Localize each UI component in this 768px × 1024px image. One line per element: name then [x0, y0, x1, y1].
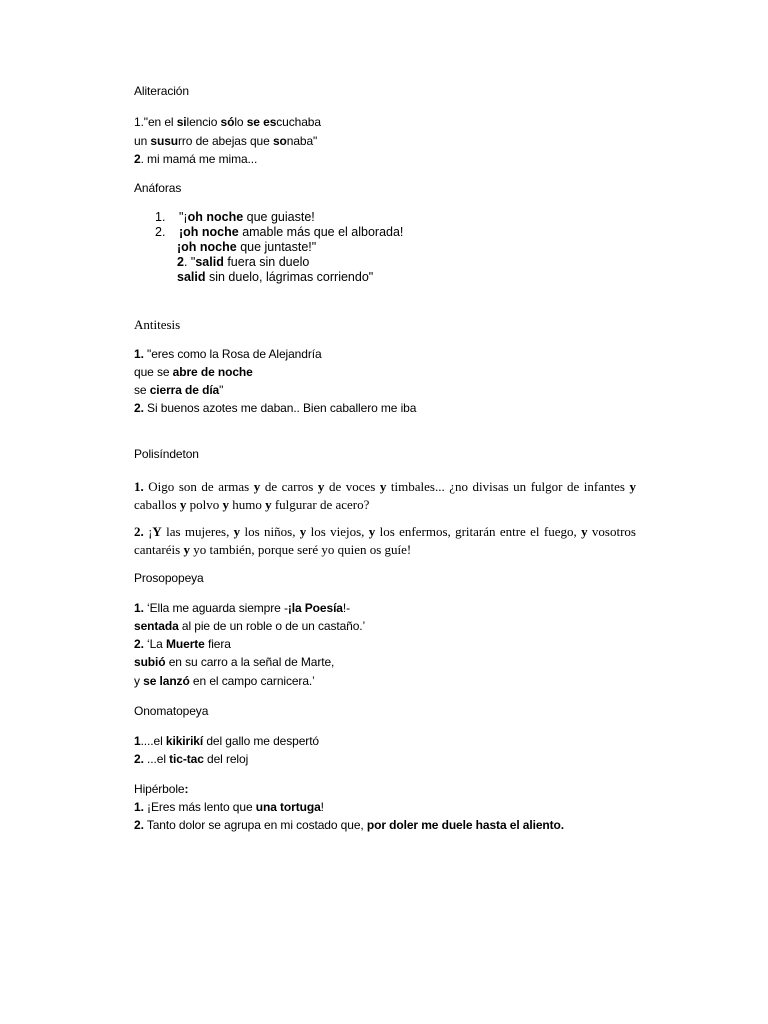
aliteracion-line-1: 1."en el silencio sólo se escuchaba [134, 115, 321, 129]
prosopopeya-line-3: 2. ‘La Muerte fiera [134, 637, 231, 651]
antitesis-line-4: 2. Si buenos azotes me daban.. Bien caballero me iba [134, 401, 417, 415]
heading-onomatopeya: Onomatopeya [134, 704, 209, 718]
antitesis-line-3: se cierra de día" [134, 383, 224, 397]
heading-antitesis: Antitesis [134, 317, 181, 332]
anaforas-line-3: ¡oh noche que juntaste!" [177, 240, 317, 254]
onomatopeya-line-2: 2. ...el tic-tac del reloj [134, 752, 249, 766]
antitesis-line-1: 1. "eres como la Rosa de Alejandría [134, 347, 322, 361]
aliteracion-line-2: un susurro de abejas que sonaba" [134, 134, 318, 148]
prosopopeya-line-4: subió en su carro a la señal de Marte, [134, 655, 335, 669]
heading-hiperbole: Hipérbole: [134, 782, 189, 796]
anaforas-item-2: 2. ¡oh noche amable más que el alborada! [155, 225, 404, 239]
heading-polisindeton: Polisíndeton [134, 447, 199, 461]
hiperbole-line-2: 2. Tanto dolor se agrupa en mi costado que, por doler me duele hasta el aliento. [134, 818, 564, 832]
prosopopeya-line-5: y se lanzó en el campo carnicera.’ [134, 674, 315, 688]
aliteracion-line-3: 2. mi mamá me mima... [134, 152, 258, 166]
onomatopeya-line-1: 1....el kikirikí del gallo me despertó [134, 734, 319, 748]
heading-prosopopeya: Prosopopeya [134, 571, 204, 585]
antitesis-line-2: que se abre de noche [134, 365, 253, 379]
polisindeton-paragraph-2: 2. ¡Y las mujeres, y los niños, y los viejos, y los enfermos, gritarán entre el fuego, y vosotros cantaréis y yo también, porque seré yo quien os guíe! [134, 524, 636, 557]
polisindeton-paragraph-1: 1. Oigo son de armas y de carros y de voces y timbales... ¿no divisas un fulgor de infantes y caballos y polvo y humo y fulgurar de acero? [134, 479, 636, 512]
heading-anaforas: Anáforas [134, 181, 182, 195]
anaforas-line-5: salid sin duelo, lágrimas corriendo" [177, 270, 374, 284]
prosopopeya-line-1: 1. ‘Ella me aguarda siempre -¡la Poesía!- [134, 601, 351, 615]
anaforas-line-4: 2. "salid fuera sin duelo [177, 255, 310, 269]
heading-aliteracion: Aliteración [134, 84, 189, 98]
hiperbole-line-1: 1. ¡Eres más lento que una tortuga! [134, 800, 324, 814]
anaforas-item-1: 1. "¡oh noche que guiaste! [155, 210, 315, 224]
prosopopeya-line-2: sentada al pie de un roble o de un castaño.’ [134, 619, 366, 633]
